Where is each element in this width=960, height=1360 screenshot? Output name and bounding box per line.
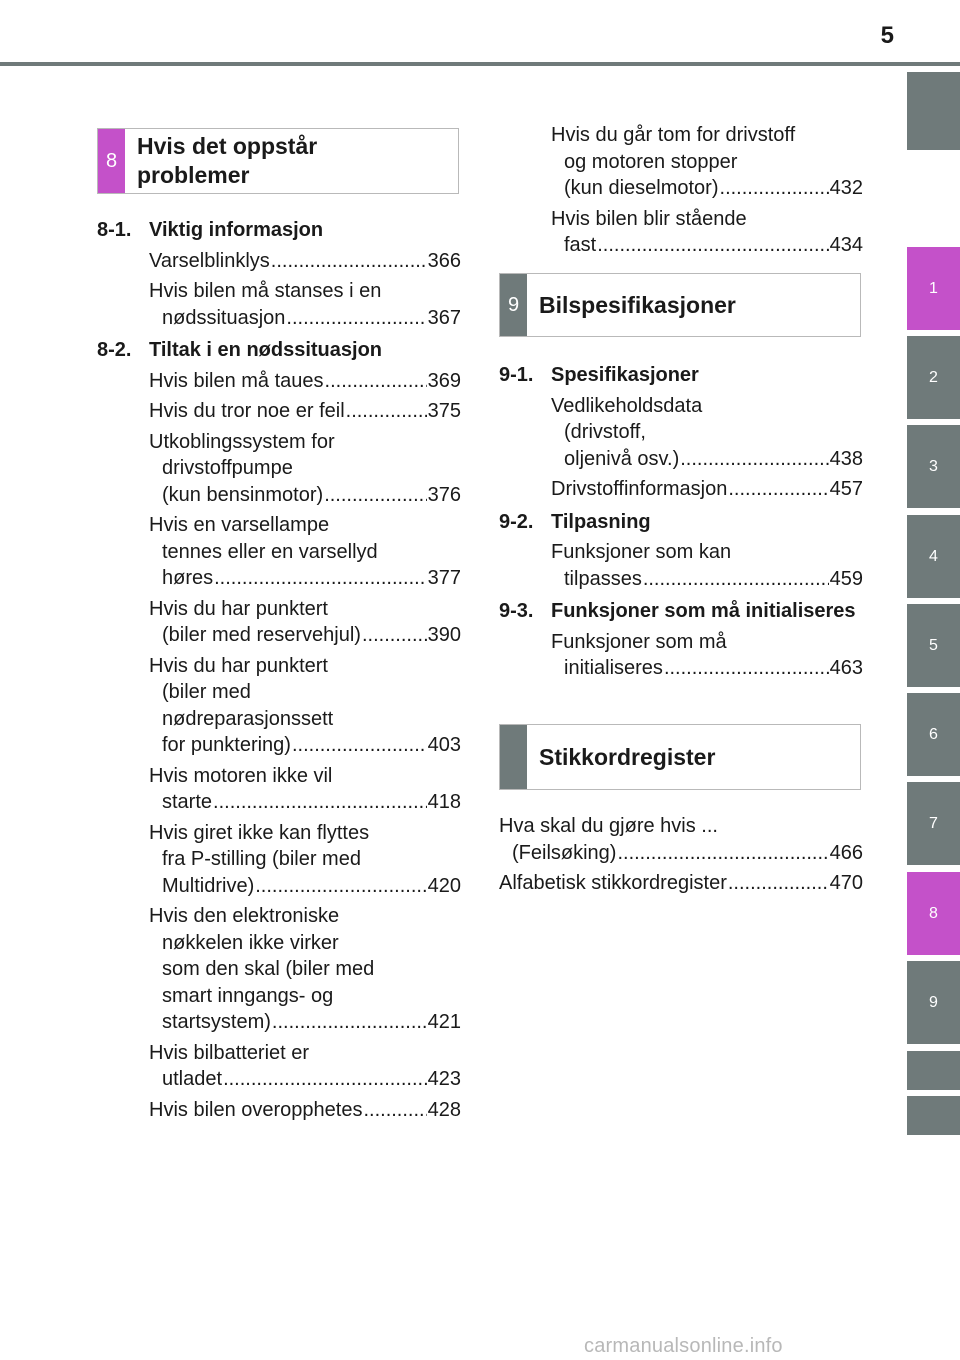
chapter-title: Tilpasning bbox=[551, 510, 651, 533]
toc-entry[interactable] bbox=[97, 596, 461, 649]
page-reference: 390 bbox=[427, 624, 461, 646]
toc-chapter-heading[interactable] bbox=[499, 598, 863, 625]
toc-entry-text: Hvis den elektroniske bbox=[149, 905, 340, 927]
toc-entry-text: Hvis bilen overopphetes bbox=[149, 1098, 363, 1121]
chapter-tab-blank[interactable] bbox=[907, 1096, 960, 1135]
toc-entry-text: Vedlikeholdsdata bbox=[551, 394, 703, 417]
section-9-header[interactable] bbox=[499, 273, 861, 337]
toc-entry-text: Hvis du har punktert bbox=[149, 597, 328, 620]
toc-entry-text: Funksjoner som kan bbox=[551, 541, 732, 563]
toc-entry[interactable] bbox=[499, 122, 863, 202]
toc-entry-text: smart inngangs- og bbox=[162, 984, 334, 1007]
toc-entry[interactable] bbox=[499, 476, 863, 503]
section-number: 9 bbox=[500, 274, 527, 336]
page-reference: 463 bbox=[829, 657, 863, 679]
dot-leader bbox=[720, 175, 829, 202]
chapter-tab-6[interactable]: 6 bbox=[907, 693, 960, 776]
toc-index bbox=[499, 809, 863, 897]
toc-entry-text: Hvis motoren ikke vil bbox=[149, 764, 333, 787]
chapter-title: Tiltak i en nødssituasjon bbox=[149, 339, 383, 361]
index-section-header[interactable] bbox=[499, 724, 861, 790]
toc-chapter-heading[interactable] bbox=[499, 509, 863, 536]
chapter-title: Viktig informasjon bbox=[149, 219, 324, 241]
dot-leader bbox=[664, 655, 829, 682]
dot-leader bbox=[271, 248, 427, 275]
toc-entry[interactable] bbox=[97, 512, 461, 592]
toc-entry-text: starte bbox=[162, 791, 213, 813]
page-reference: 420 bbox=[427, 874, 461, 897]
page-reference: 470 bbox=[829, 872, 863, 894]
toc-entry-text: (kun bensinmotor) bbox=[162, 483, 324, 506]
toc-entry-text: Funksjoner som må bbox=[551, 630, 727, 653]
page-reference: 459 bbox=[829, 567, 863, 590]
dot-leader bbox=[728, 476, 828, 503]
page-reference: 367 bbox=[427, 306, 461, 329]
section-title bbox=[125, 129, 317, 193]
toc-entry-text: startsystem) bbox=[162, 1011, 271, 1033]
watermark: carmanualsonline.info bbox=[584, 1335, 783, 1357]
toc-entry-text: Hvis giret ikke kan flyttes bbox=[149, 821, 370, 844]
page-reference: 432 bbox=[829, 177, 863, 199]
dot-leader bbox=[214, 565, 427, 592]
dot-leader bbox=[324, 482, 426, 509]
toc-entry[interactable] bbox=[97, 398, 461, 425]
toc-entry-text: Hvis du går tom for drivstoff bbox=[551, 124, 796, 146]
page-reference: 457 bbox=[829, 478, 863, 500]
toc-entry[interactable] bbox=[97, 903, 461, 1036]
dot-leader bbox=[362, 622, 427, 649]
dot-leader bbox=[292, 732, 427, 759]
page-reference: 376 bbox=[427, 483, 461, 506]
toc-entry[interactable] bbox=[97, 368, 461, 395]
toc-entry-text: høres bbox=[162, 567, 214, 589]
chapter-tab-7[interactable]: 7 bbox=[907, 782, 960, 865]
chapter-tab-4[interactable]: 4 bbox=[907, 515, 960, 598]
dot-leader bbox=[325, 368, 427, 395]
toc-entry-text: (drivstoff, bbox=[564, 421, 646, 443]
chapter-tab-blank[interactable] bbox=[907, 1051, 960, 1090]
toc-chapter-heading[interactable] bbox=[97, 337, 461, 364]
toc-entry-text: Alfabetisk stikkordregister bbox=[499, 872, 727, 894]
toc-entry-text: som den skal (biler med bbox=[162, 958, 375, 980]
section-title-line: problemer bbox=[137, 162, 250, 188]
toc-entry-text: Hvis en varsellampe bbox=[149, 514, 330, 536]
toc-entry-text: Utkoblingssystem for bbox=[149, 430, 335, 453]
toc-entry-text: Hvis bilen må taues bbox=[149, 369, 324, 392]
chapter-title: Spesifikasjoner bbox=[551, 364, 699, 386]
toc-section-8-continued bbox=[499, 118, 863, 259]
section-marker bbox=[500, 725, 527, 789]
chapter-number: 9-3. bbox=[499, 600, 534, 622]
chapter-tab-2[interactable]: 2 bbox=[907, 336, 960, 419]
toc-entry-text: Hvis bilbatteriet er bbox=[149, 1041, 310, 1064]
toc-entry-text: Hvis du tror noe er feil bbox=[149, 400, 345, 422]
toc-entry-text: Hvis bilen må stanses i en bbox=[149, 280, 382, 302]
dot-leader bbox=[728, 870, 829, 897]
dot-leader bbox=[272, 1009, 427, 1036]
toc-entry[interactable] bbox=[499, 206, 863, 259]
toc-entry[interactable] bbox=[499, 629, 863, 682]
chapter-tab-1[interactable]: 1 bbox=[907, 247, 960, 330]
chapter-number: 8-2. bbox=[97, 339, 132, 361]
toc-entry-text: utladet bbox=[162, 1068, 223, 1090]
toc-entry-text: (biler med bbox=[162, 681, 251, 703]
page-reference: 377 bbox=[427, 567, 461, 589]
chapter-number: 9-1. bbox=[499, 364, 534, 386]
section-title: Bilspesifikasjoner bbox=[539, 291, 736, 318]
chapter-number: 8-1. bbox=[97, 219, 132, 241]
dot-leader bbox=[643, 566, 829, 593]
page-reference: 434 bbox=[829, 234, 863, 256]
page-reference: 418 bbox=[427, 791, 461, 813]
toc-entry[interactable] bbox=[97, 1040, 461, 1093]
chapter-tab-9[interactable]: 9 bbox=[907, 961, 960, 1044]
toc-entry-text: nødreparasjonssett bbox=[162, 707, 334, 730]
toc-entry-text: initialiseres bbox=[564, 657, 663, 679]
toc-entry[interactable] bbox=[499, 813, 863, 866]
page-number: 5 bbox=[880, 22, 894, 49]
page-reference: 375 bbox=[427, 400, 461, 422]
toc-entry[interactable] bbox=[97, 1097, 461, 1124]
toc-entry-text: nødssituasjon bbox=[162, 306, 286, 329]
chapter-tab-blank[interactable] bbox=[907, 72, 960, 150]
header-rule bbox=[0, 62, 960, 66]
toc-chapter-heading[interactable] bbox=[97, 217, 461, 244]
chapter-tab-3[interactable]: 3 bbox=[907, 425, 960, 508]
toc-entry[interactable] bbox=[499, 539, 863, 592]
toc-entry-text: (kun dieselmotor) bbox=[564, 177, 719, 199]
page-reference: 438 bbox=[829, 447, 863, 470]
section-number: 8 bbox=[98, 129, 125, 193]
toc-section-8 bbox=[97, 211, 461, 1123]
chapter-tab-8[interactable]: 8 bbox=[907, 872, 960, 955]
toc-entry-text: Multidrive) bbox=[162, 874, 255, 897]
dot-leader bbox=[617, 840, 828, 867]
chapter-title: Funksjoner som må initialiseres bbox=[551, 600, 856, 622]
dot-leader bbox=[346, 398, 427, 425]
toc-entry[interactable] bbox=[97, 248, 461, 275]
page-reference: 369 bbox=[427, 369, 461, 392]
dot-leader bbox=[286, 305, 426, 332]
toc-entry[interactable] bbox=[499, 870, 863, 897]
toc-entry-text: tilpasses bbox=[564, 567, 642, 590]
toc-entry-text: tennes eller en varsellyd bbox=[162, 540, 378, 563]
toc-entry-text: Hva skal du gjøre hvis ... bbox=[499, 815, 718, 837]
section-title: Stikkordregister bbox=[539, 743, 716, 770]
toc-entry-text: (biler med reservehjul) bbox=[162, 624, 361, 646]
chapter-number: 9-2. bbox=[499, 510, 534, 533]
section-8-header[interactable] bbox=[97, 128, 459, 194]
page-reference: 428 bbox=[427, 1098, 461, 1121]
side-tab-strip bbox=[907, 0, 960, 1360]
toc-entry-text: oljenivå osv.) bbox=[564, 447, 680, 470]
toc-chapter-heading[interactable] bbox=[499, 362, 863, 389]
dot-leader bbox=[363, 1097, 426, 1124]
toc-entry[interactable] bbox=[97, 763, 461, 816]
toc-entry-text: Hvis du har punktert bbox=[149, 654, 328, 677]
dot-leader bbox=[680, 446, 828, 473]
toc-entry-text: (Feilsøking) bbox=[512, 841, 617, 864]
dot-leader bbox=[255, 873, 426, 900]
page-reference: 421 bbox=[427, 1011, 461, 1033]
toc-entry-text: nøkkelen ikke virker bbox=[162, 931, 339, 954]
page-reference: 366 bbox=[427, 249, 461, 272]
dot-leader bbox=[213, 789, 427, 816]
chapter-tab-5[interactable]: 5 bbox=[907, 604, 960, 687]
section-title-line: Hvis det oppstår bbox=[137, 133, 318, 159]
toc-entry-text: og motoren stopper bbox=[564, 150, 738, 173]
toc-entry-text: fra P-stilling (biler med bbox=[162, 848, 361, 870]
toc-entry-text: drivstoffpumpe bbox=[162, 457, 293, 479]
page-reference: 466 bbox=[829, 841, 863, 864]
toc-entry[interactable] bbox=[499, 393, 863, 473]
toc-entry-text: Drivstoffinformasjon bbox=[551, 478, 728, 500]
toc-entry[interactable] bbox=[97, 653, 461, 759]
dot-leader bbox=[597, 232, 828, 259]
toc-entry[interactable] bbox=[97, 278, 461, 331]
toc-entry[interactable] bbox=[97, 820, 461, 900]
dot-leader bbox=[223, 1066, 427, 1093]
toc-entry-text: fast bbox=[564, 234, 597, 256]
toc-entry-text: Varselblinklys bbox=[149, 249, 270, 272]
toc-entry-text: for punktering) bbox=[162, 734, 291, 756]
toc-entry-text: Hvis bilen blir stående bbox=[551, 207, 747, 230]
page-reference: 403 bbox=[427, 734, 461, 756]
toc-section-9 bbox=[499, 356, 863, 682]
page-reference: 423 bbox=[427, 1068, 461, 1090]
toc-entry[interactable] bbox=[97, 429, 461, 509]
